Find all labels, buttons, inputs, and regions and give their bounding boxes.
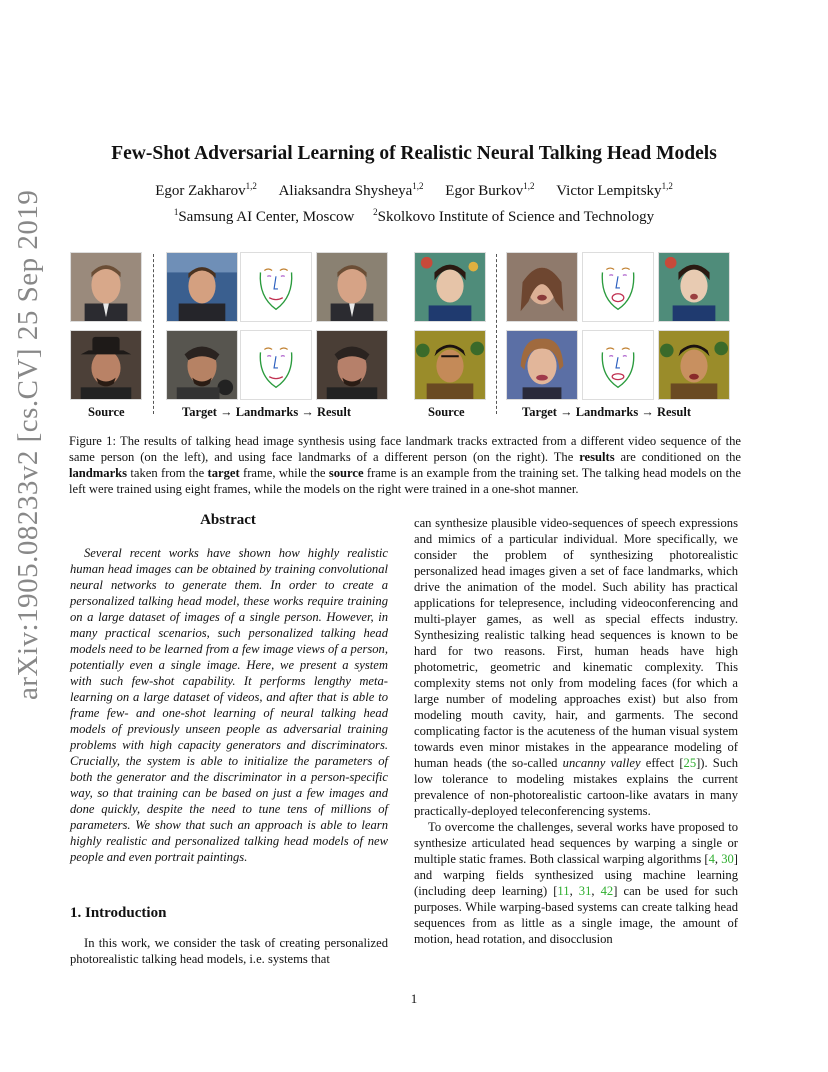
figure-caption: Figure 1: The results of talking head image synthesis using face landmark tracks extracted from a different video sequence of the same person (on the left), and using face landmarks of a different person (on the right). The results are conditioned on the landmarks taken from the target frame, while the source frame is an example from the training set. The talking head models on the left were trained using eight frames, while the models on the right were trained in a one-shot manner. xyxy=(69,434,742,496)
citation-link[interactable]: 25 xyxy=(683,756,697,770)
paragraph: can synthesize plausible video-sequences of speech expressions and mimics of a particular individual. More specifically, we consider the problem of synthesizing photorealistic personalized head images given a set of face landmarks, which drive the animation of the model. Such ability has practical applications for telepresence, including videoconferencing and multi-player games, as well as special effects industry. Synthesizing realistic talking head sequences is known to be hard for two reasons. First, human heads have high photometric, geometric and kinematic complexity. This complexity stems not only from modeling faces (for which a large number of modeling approaches exist) but also from modeling mouth cavity, hair, and garments. The second complicating factor is the acuteness of the human visual system towards even minor mistakes in the appearance modeling of human heads (the so-called uncanny valley effect [25]). Such low tolerance to modeling mistakes explains the current prevalence of non-photorealistic cartoon-like avatars in many practically-deployed teleconferencing systems. xyxy=(414,516,738,818)
abstract-text: Several recent works have shown how highly realistic human head images can be obtained by training convolutional neural networks to generate them. In order to create a personalized talking head model, these works require training on a large dataset of images of a single person. However, in many practical scenarios, such personalized talking head models need to be learned from a few image views of a person, potentially even a single image. Here, we present a system with such few-shot capability. It performs lengthy meta-learning on a large dataset of videos, and after that is able to frame few- and one-shot learning of neural talking head models of previously unseen people as adversarial training problems with high capacity generators and discriminators. Crucially, the system is able to initialize the parameters of both the generator and the discriminator in a person-specific way, so that training can be based on just a few images and done quickly, despite the need to tune tens of millions of parameters. We show that such an approach is able to learn highly realistic and personalized talking head models of new people and even portrait paintings. xyxy=(70,546,388,864)
result-painting xyxy=(658,252,730,322)
figure-column-labels xyxy=(70,405,735,423)
citation-link[interactable]: 11 xyxy=(557,884,570,898)
landmarks-sketch xyxy=(582,330,654,400)
author: Victor Lempitsky$^{1,2}$ xyxy=(556,181,673,199)
right-column-text xyxy=(414,515,738,947)
landmarks-sketch xyxy=(240,252,312,322)
figure-1 xyxy=(70,252,735,402)
target-photo xyxy=(166,252,238,322)
source-painting xyxy=(414,252,486,322)
landmarks-sketch xyxy=(582,252,654,322)
figure-divider xyxy=(153,254,154,414)
source-photo xyxy=(70,330,142,400)
author: Egor Burkov$^{1,2}$ xyxy=(445,181,535,199)
label-source: Source xyxy=(88,405,125,419)
page-number: 1 xyxy=(410,991,418,1006)
arxiv-stamp: arXiv:1905.08233v2 [cs.CV] 25 Sep 2019 xyxy=(12,189,44,700)
abstract-heading: Abstract xyxy=(200,512,256,528)
result-photo xyxy=(316,330,388,400)
citation-link[interactable]: 30 xyxy=(721,852,734,866)
target-photo xyxy=(506,330,578,400)
label-source: Source xyxy=(428,405,465,419)
source-photo xyxy=(70,252,142,322)
result-photo xyxy=(316,252,388,322)
label-target-landmarks-result: Target → Landmarks → Result xyxy=(182,405,352,419)
author-list xyxy=(0,183,828,200)
source-painting xyxy=(414,330,486,400)
citation-link[interactable]: 31 xyxy=(578,884,592,898)
landmarks-sketch xyxy=(240,330,312,400)
target-photo xyxy=(166,330,238,400)
affiliations: $^1$Samsung AI Center, Moscow $^2$Skolkovo Institute of Science and Technology xyxy=(173,207,655,225)
intro-paragraph: In this work, we consider the task of creating personalized photorealistic talking head models, i.e. systems that xyxy=(70,936,388,966)
author: Aliaksandra Shysheya$^{1,2}$ xyxy=(278,181,424,199)
author: Egor Zakharov$^{1,2}$ xyxy=(155,181,257,199)
citation-link[interactable]: 4 xyxy=(708,852,715,866)
section-heading: 1. Introduction xyxy=(70,905,167,921)
result-painting xyxy=(658,330,730,400)
figure-divider xyxy=(496,254,497,414)
paper-title: Few-Shot Adversarial Learning of Realistic Neural Talking Head Models xyxy=(111,143,717,164)
citation-link[interactable]: 42 xyxy=(600,884,614,898)
label-target-landmarks-result: Target → Landmarks → Result xyxy=(522,405,692,419)
target-photo xyxy=(506,252,578,322)
paragraph: To overcome the challenges, several works have proposed to synthesize articulated head sequences by warping a single or multiple static frames. Both classical warping algorithms [4, 30] and warping fields synthesized using machine learning (including deep learning) [11, 31, 42] can be used for such purposes. While warping-based systems can create talking head sequences from as little as a single image, the amount of motion, head rotation, and disocclusion xyxy=(414,820,739,946)
